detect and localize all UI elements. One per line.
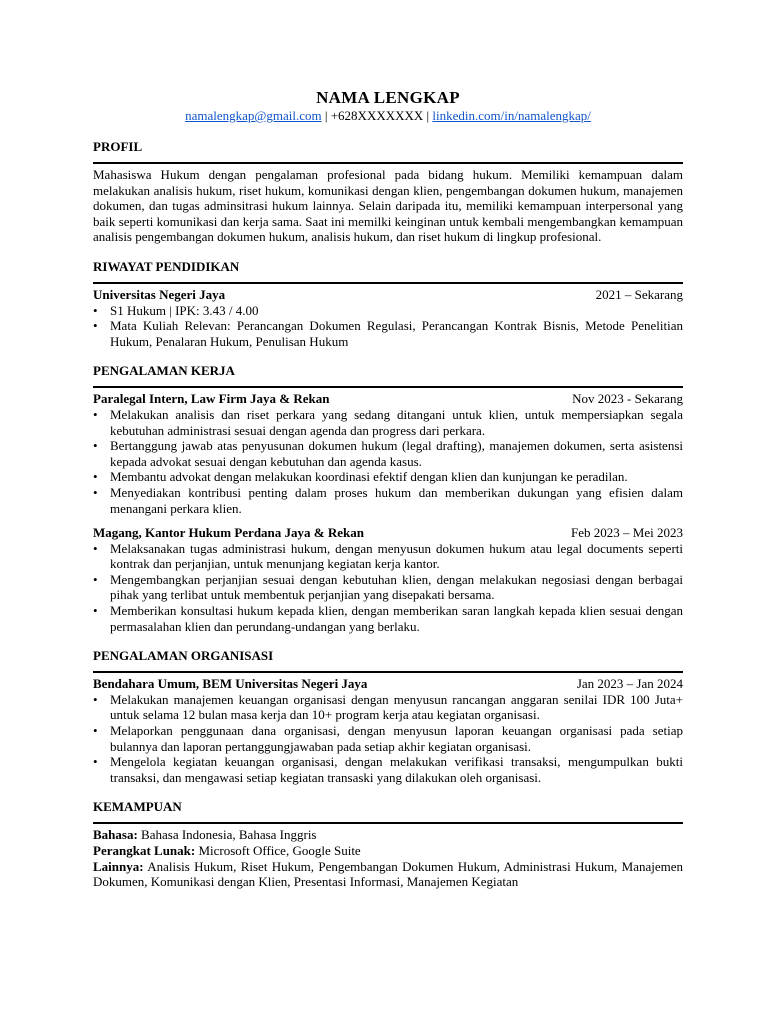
skill-value: Analisis Hukum, Riset Hukum, Pengembangan Dokumen Hukum, Administrasi Hukum, Manajemen Dokumen, Komunikasi dengan Klien, Presentasi Informasi, Manajemen Kegiatan — [93, 858, 683, 890]
bullet-icon: • — [93, 691, 98, 707]
list-item — [93, 407, 683, 438]
separator: | — [321, 108, 331, 123]
list-item-text: Mengembangkan perjanjian sesuai dengan kebutuhan klien, dengan melakukan negosiasi dengan berbagai pihak yang terlibat untuk membentuk perjanjian yang disepakati bersama. — [110, 571, 683, 603]
list-item — [93, 438, 683, 469]
job-bullets — [93, 541, 683, 635]
job-entry-header — [93, 525, 683, 541]
bullet-icon: • — [93, 603, 98, 619]
spacer — [93, 516, 683, 525]
phone-number: +628XXXXXXX — [330, 108, 424, 123]
education-bullets — [93, 303, 683, 350]
bullet-icon: • — [93, 723, 98, 739]
profile-summary: Mahasiswa Hukum dengan pengalaman profesional pada bidang hukum. Memiliki kemampuan dalam melakukan analisis hukum, riset hukum, komunikasi dengan klien, pengembangan dokumen hukum, manajemen dokumen, dan tugas adminsitrasi hukum lainnya. Selain daripada itu, memiliki kemampuan interpersonal yang baik seperti komunikasi dan kerja sama. Saat ini memilki keinginan untuk kembali mengembangkan kemampuan analisis pengembangan dokumen hukum, analisis hukum, dan riset hukum di lingkup profesional. — [93, 167, 683, 245]
section-title-profil: PROFIL — [93, 139, 143, 154]
bullet-icon: • — [93, 406, 98, 422]
resume-page — [93, 88, 683, 890]
section-divider — [93, 386, 683, 388]
list-item-text: S1 Hukum | IPK: 3.43 / 4.00 — [110, 302, 259, 318]
list-item — [93, 318, 683, 349]
skill-value: Microsoft Office, Google Suite — [195, 843, 361, 858]
bullet-icon: • — [93, 540, 98, 556]
list-item — [93, 572, 683, 603]
section-divider — [93, 671, 683, 673]
list-item — [93, 541, 683, 572]
bullet-icon: • — [93, 484, 98, 500]
organization-role: Bendahara Umum, BEM Universitas Negeri Jaya — [93, 676, 368, 692]
email-link[interactable]: namalengkap@gmail.com — [185, 108, 322, 123]
section-divider — [93, 162, 683, 164]
contact-line — [93, 108, 683, 124]
full-name: NAMA LENGKAP — [316, 88, 460, 107]
section-title-education: RIWAYAT PENDIDIKAN — [93, 258, 240, 274]
list-item — [93, 603, 683, 634]
bullet-icon: • — [93, 754, 98, 770]
bullet-icon: • — [93, 571, 98, 587]
linkedin-link[interactable]: linkedin.com/in/namalengkap/ — [432, 108, 591, 123]
section-title-skills: KEMAMPUAN — [93, 799, 182, 815]
job-role: Paralegal Intern, Law Firm Jaya & Rekan — [93, 391, 330, 407]
skills-software — [93, 843, 683, 859]
skills-other — [93, 859, 683, 890]
bullet-icon: • — [93, 318, 98, 334]
job-entry-header — [93, 391, 683, 407]
skill-label: Lainnya: — [93, 858, 144, 874]
list-item-text: Bertanggung jawab atas penyusunan dokumen hukum (legal drafting), manajemen dokumen, serta asistensi kepada advokat sesuai dengan kebutuhan dan agenda kasus. — [110, 438, 683, 469]
organization-period: Jan 2023 – Jan 2024 — [576, 676, 683, 692]
section-divider — [93, 282, 683, 284]
job-period: Nov 2023 - Sekarang — [572, 391, 683, 407]
list-item-text: Melakukan analisis dan riset perkara yang sedang ditangani untuk klien, untuk mempersiapkan segala kebutuhan administrasi sesuai dengan agenda dan progress dari perkara. — [110, 406, 683, 438]
list-item — [93, 754, 683, 785]
section-divider — [93, 822, 683, 824]
list-item-text: Melakukan manajemen keuangan organisasi dengan menyusun rancangan anggaran senilai IDR 100 Juta+ untuk selama 12 bulan masa kerja dan 10+ program kerja atau kegiatan organisasi. — [110, 691, 683, 723]
list-item — [93, 303, 683, 319]
list-item-text: Menyediakan kontribusi penting dalam proses hukum dan memberikan dukungan yang efisien dalam menangani perkara klien. — [110, 484, 683, 516]
skills-languages — [93, 827, 683, 843]
education-period: 2021 – Sekarang — [595, 286, 683, 302]
list-item — [93, 723, 683, 754]
job-bullets — [93, 407, 683, 516]
list-item — [93, 692, 683, 723]
list-item — [93, 469, 683, 485]
job-period: Feb 2023 – Mei 2023 — [571, 525, 683, 541]
separator: | — [423, 108, 433, 123]
organization-bullets — [93, 692, 683, 786]
skill-value: Bahasa Indonesia, Bahasa Inggris — [137, 827, 317, 843]
list-item-text: Mengelola kegiatan keuangan organisasi, dengan melakukan verifikasi transaksi, mengumpulkan bukti transaksi, dan mengawasi setiap kegiatan transaski yang dilakukan oleh organisasi. — [110, 754, 683, 785]
bullet-icon: • — [93, 438, 98, 454]
section-title-organization: PENGALAMAN ORGANISASI — [93, 648, 274, 664]
list-item-text: Melaporkan penggunaan dana organisasi, dengan menyusun laporan keuangan organisasi pada setiap bulannya dan laporan pertanggungjawaban pada setiap akhir kegiatan organisasi. — [110, 723, 683, 754]
skill-label: Perangkat Lunak: — [93, 843, 196, 858]
bullet-icon: • — [93, 302, 98, 318]
list-item-text: Mata Kuliah Relevan: Perancangan Dokumen Regulasi, Perancangan Kontrak Bisnis, Metode Penelitian Hukum, Penalaran Hukum, Penulisan Hukum — [110, 318, 683, 349]
list-item-text: Melaksanakan tugas administrasi hukum, dengan menyusun dokumen hukum atau legal documents seperti kontrak dan perjanjian, untuk menunjang kegiatan kerja kantor. — [110, 540, 683, 572]
organization-entry-header — [93, 676, 683, 692]
school-name: Universitas Negeri Jaya — [93, 286, 226, 302]
list-item — [93, 485, 683, 516]
skill-label: Bahasa: — [93, 827, 138, 843]
section-title-work: PENGALAMAN KERJA — [93, 363, 235, 379]
bullet-icon: • — [93, 469, 98, 485]
list-item-text: Membantu advokat dengan melakukan koordinasi efektif dengan klien dan kunjungan ke peradilan. — [110, 469, 628, 485]
job-role: Magang, Kantor Hukum Perdana Jaya & Rekan — [93, 525, 364, 541]
education-entry-header — [93, 287, 683, 303]
list-item-text: Memberikan konsultasi hukum kepada klien, dengan memberikan saran langkah kepada klien sesuai dengan permasalahan klien dan perundang-undangan yang berlaku. — [110, 603, 683, 634]
